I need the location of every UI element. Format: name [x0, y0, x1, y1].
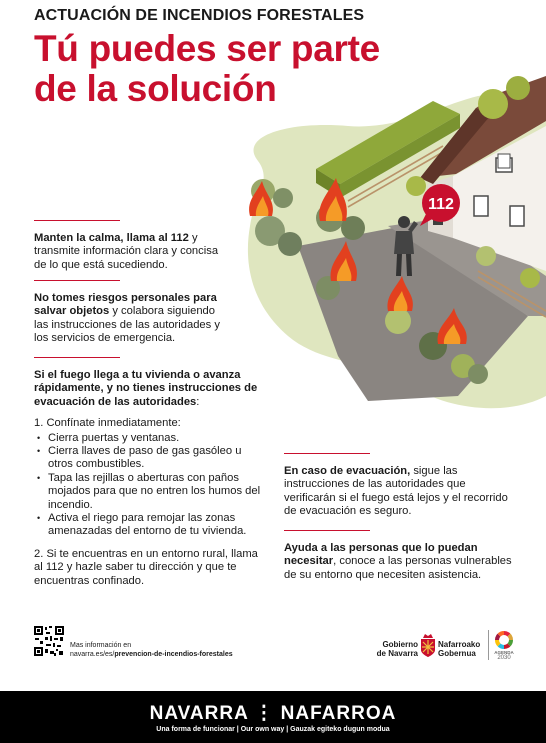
list-item: • Cierra puertas y ventanas. — [34, 432, 264, 445]
red-rule — [34, 280, 120, 281]
evacuation-block — [284, 453, 520, 519]
more-info-text: Mas información en navarra.es/es/prevencion-de-incendios-forestales — [70, 642, 233, 658]
red-rule — [34, 357, 120, 358]
qr-code-icon[interactable] — [34, 626, 64, 656]
agenda-2030-wheel-icon — [494, 630, 514, 650]
wildfire-house-illustration — [228, 66, 546, 416]
list-item: • Activa el riego para remojar las zonas amenazadas del entorno de tu vivienda. — [34, 512, 264, 539]
red-rule — [284, 530, 370, 531]
rural-item: 2. Si te encuentras en un entorno rural, llama al 112 y hazle saber tu dirección y que te encuentras confinado. — [34, 547, 258, 587]
gov-es-text: Gobierno de Navarra — [376, 640, 418, 658]
brand-bar — [0, 691, 546, 743]
red-rule — [34, 220, 120, 221]
red-rule — [284, 453, 370, 454]
help-block — [284, 530, 520, 582]
agenda-year: 2030 — [497, 655, 511, 661]
government-logos — [374, 628, 519, 664]
coat-of-arms-icon — [420, 633, 436, 658]
confine-list — [34, 432, 264, 539]
evacuation-paragraph: En caso de evacuación, sigue las instrucciones de las autoridades que verificarán si el fuego está lejos y el recorrido de evacuación es seguro. — [284, 465, 508, 518]
headline-line-1: Tú puedes ser parte — [34, 28, 380, 69]
risks-block — [34, 280, 230, 346]
fire-heading: Si el fuego llega a tu vivienda o avanza rápidamente, y no tienes instrucciones de evacuación de las autoridades: — [34, 369, 258, 408]
brand-tagline: Una forma de funcionar | Our own way | Gauzak egiteko dugun modua — [156, 726, 390, 733]
badge-text: 112 — [428, 196, 454, 213]
more-info — [34, 626, 294, 660]
help-paragraph: Ayuda a las personas que lo puedan necesitar, conoce a las personas vulnerables de su entorno que necesiten asistencia. — [284, 542, 512, 581]
agenda-label: AGENDA — [494, 650, 514, 655]
kicker-title: ACTUACIÓN DE INCENDIOS FORESTALES — [34, 7, 365, 24]
headline-line-2: de la solución — [34, 68, 277, 109]
list-item: • Cierra llaves de paso de gas gasóleo u otros combustibles. — [34, 445, 264, 472]
gov-eu-text: Nafarroako Gobernua — [438, 640, 481, 658]
confine-title: 1. Confínate inmediatamente: — [34, 417, 181, 430]
list-item: • Tapa las rejillas o aberturas con paños mojados para que no entren los humos del incendio. — [34, 472, 264, 512]
calm-paragraph: Manten la calma, llama al 112 y transmite información clara y concisa de lo que está sucediendo. — [34, 232, 219, 271]
brand-wordmark: NAVARRA ⋮ NAFARROA — [149, 703, 397, 724]
calm-block — [34, 220, 230, 272]
fire-block — [34, 357, 264, 588]
risks-paragraph: No tomes riesgos personales para salvar objetos y colabora siguiendo las instrucciones de las autoridades y los servicios de emergencia. — [34, 292, 220, 345]
more-info-link[interactable]: navarra.es/es/prevencion-de-incendios-forestales — [70, 651, 233, 658]
